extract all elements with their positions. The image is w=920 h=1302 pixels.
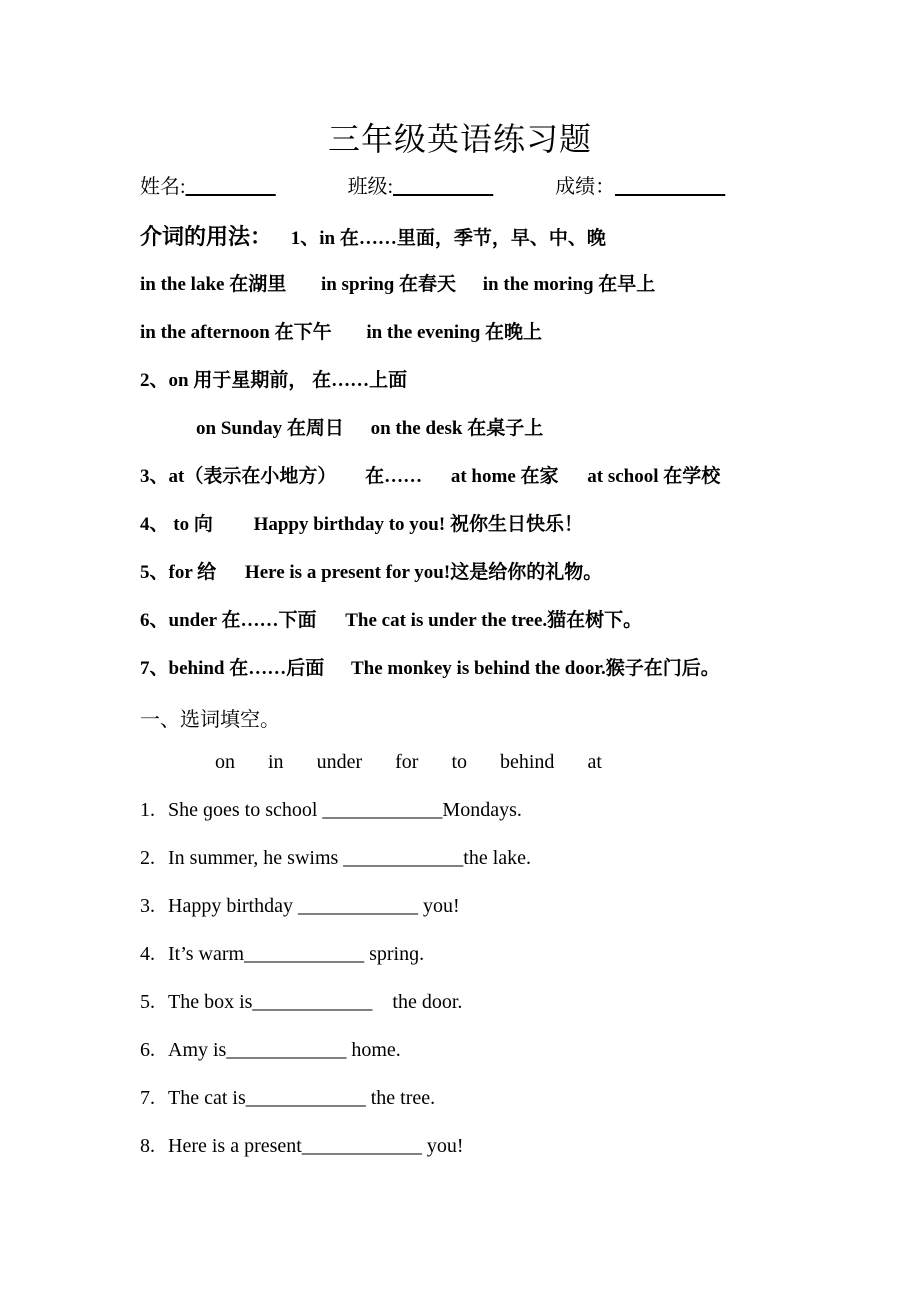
score-label: 成绩： — [555, 176, 616, 198]
example-line-3 — [196, 413, 543, 440]
rule-2: 2、on 用于星期前， 在……上面 — [140, 370, 408, 391]
question-text: Happy birthday ____________ you! — [168, 895, 460, 917]
student-info-row — [140, 170, 725, 199]
example-at-home: at home 在家 — [450, 466, 559, 487]
class-label: 班级: — [347, 176, 394, 198]
example-in-evening: in the eveninɡ 在晚上 — [366, 322, 543, 343]
question-text: She ɡoes to school ____________Mondays. — [168, 799, 522, 821]
question-item — [140, 991, 462, 1014]
intro-heading: 介词的用法： — [140, 224, 273, 249]
rule-7 — [140, 653, 720, 680]
exercise-heading: 一、选词填空。 — [140, 709, 280, 731]
word-bank-item: for — [395, 751, 419, 773]
example-line-1 — [140, 269, 655, 296]
word-bank-item: under — [316, 751, 363, 773]
question-text: The cat is____________ the tree. — [168, 1087, 436, 1109]
question-number: 3. — [140, 895, 155, 917]
word-bank-item: to — [451, 751, 467, 773]
rule-3-label: 3、at（表示在小地方） — [140, 466, 337, 487]
question-text: In summer, he swims ____________the lake. — [168, 847, 532, 869]
example-on-desk: on the desk 在桌子上 — [370, 418, 544, 439]
question-number: 4. — [140, 943, 155, 965]
question-text: The box is____________ the door. — [168, 991, 463, 1013]
word-bank-item: at — [587, 751, 602, 773]
question-item — [140, 1039, 401, 1062]
class-blank: __________ — [393, 176, 494, 198]
word-bank-item: on — [215, 751, 235, 773]
question-number: 7. — [140, 1087, 155, 1109]
example-line-2 — [140, 317, 542, 344]
word-bank-item: in — [268, 751, 284, 773]
rule-4-label: 4、 to 向 — [140, 514, 213, 535]
rule-4-example: Happy birthday to you! 祝你生日快乐！ — [253, 514, 583, 535]
rule-5 — [140, 557, 602, 584]
question-text: Amy is____________ home. — [168, 1039, 401, 1061]
question-number: 8. — [140, 1135, 155, 1157]
word-bank — [215, 751, 630, 774]
rule-3-meaning: 在…… — [365, 466, 423, 487]
intro-line — [140, 220, 606, 251]
rule-6-label: 6、under 在……下面 — [140, 610, 317, 631]
score-blank: ___________ — [615, 176, 726, 198]
question-number: 2. — [140, 847, 155, 869]
question-number: 5. — [140, 991, 155, 1013]
question-text: Here is a present____________ you! — [168, 1135, 464, 1157]
question-item — [140, 895, 460, 918]
rule-5-example: Here is a present for you!这是给你的礼物。 — [244, 562, 603, 583]
example-at-school: at school 在学校 — [587, 466, 721, 487]
example-in-morning: in the morinɡ 在早上 — [482, 274, 656, 295]
rule-7-example: The monkey is behind the door.猴子在门后。 — [350, 658, 720, 679]
name-label: 姓名: — [140, 176, 186, 198]
word-bank-item: behind — [500, 751, 555, 773]
page-title: 三年级英语练习题 — [327, 121, 592, 157]
rule-3 — [140, 461, 720, 488]
question-item — [140, 799, 522, 822]
question-number: 6. — [140, 1039, 155, 1061]
question-item — [140, 1135, 464, 1158]
question-item — [140, 847, 531, 870]
rule-6-example: The cat is under the tree.猫在树下。 — [345, 610, 643, 631]
question-item — [140, 1087, 435, 1110]
rule-6 — [140, 605, 642, 632]
rule-7-label: 7、behind 在……后面 — [140, 658, 325, 679]
example-in-spring: in sprinɡ 在春天 — [320, 274, 457, 295]
question-text: It’s warm____________ sprinɡ. — [168, 943, 425, 965]
rule-5-label: 5、for 给 — [140, 562, 217, 583]
name-blank: _________ — [185, 176, 276, 198]
example-in-afternoon: in the afternoon 在下午 — [140, 322, 332, 343]
question-item — [140, 943, 424, 966]
rule-4 — [140, 509, 583, 536]
rule-1: 1、in 在……里面，季节，早、中、晚 — [290, 228, 606, 249]
question-number: 1. — [140, 799, 155, 821]
example-in-lake: in the lake 在湖里 — [140, 274, 287, 295]
example-on-sunday: on Sunday 在周日 — [196, 418, 344, 439]
